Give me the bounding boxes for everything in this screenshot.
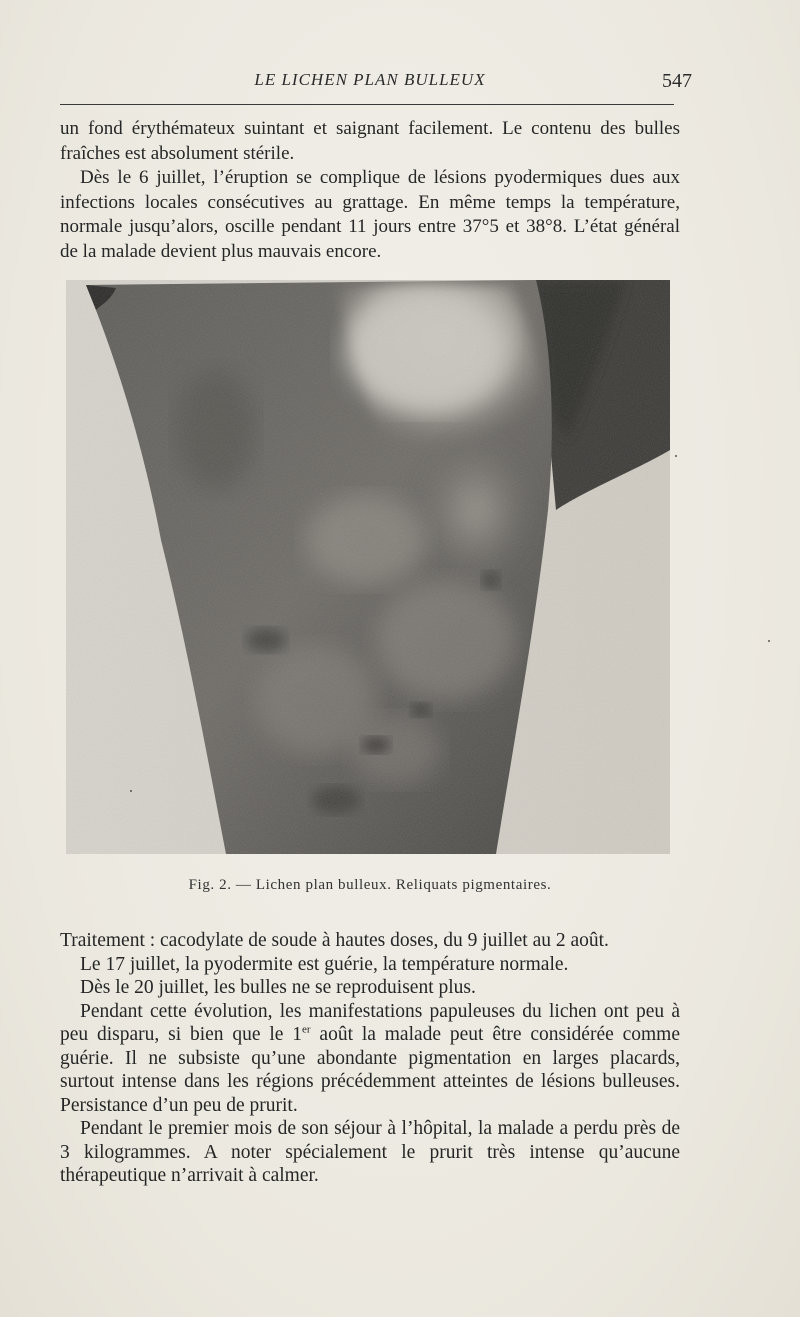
running-title: LE LICHEN PLAN BULLEUX bbox=[254, 70, 486, 89]
paragraph-evolution bbox=[60, 1000, 680, 1118]
print-speck bbox=[675, 455, 677, 457]
print-speck bbox=[768, 640, 770, 642]
paragraph-hospital: Pendant le premier mois de son séjour à l’hôpital, la malade a perdu près de 3 kilogrammes. A noter spécialement le prurit très intense qu’aucune thérapeutique n’arrivait à calmer. bbox=[60, 1118, 680, 1186]
top-text-block bbox=[60, 117, 680, 264]
superscript-er: er bbox=[302, 1023, 311, 1036]
paragraph-bulles: Dès le 20 juillet, les bulles ne se reproduisent plus. bbox=[80, 977, 476, 998]
paragraph-eruption: Dès le 6 juillet, l’éruption se complique de lésions pyodermiques dues aux infections locales consécutives au grattage. En même temps la température, normale jusqu’alors, oscille pendant 11 jours entre 37°5 et 38°8. L’état général de la malade devient plus mauvais encore. bbox=[60, 167, 680, 262]
bottom-text-block bbox=[60, 929, 680, 1188]
print-speck bbox=[130, 790, 132, 792]
evolution-text-start: Pendant cette évolution, les manifestations papuleuses du lichen ont peu à peu disparu, si bien que le 1 bbox=[60, 1000, 680, 1045]
evolution-text-end: août la malade peut être considérée comme guérie. Il ne subsiste qu’une abondante pigmentation en larges placards, surtout intense dans les régions précédemment atteintes de lésions bulleuses. Persistance d’un peu de prurit. bbox=[60, 1024, 680, 1116]
paragraph-continuation: un fond érythémateux suintant et saignant facilement. Le contenu des bulles fraîches est absolument stérile. bbox=[60, 118, 680, 164]
paragraph-treatment: Traitement : cacodylate de soude à hautes doses, du 9 juillet au 2 août. bbox=[60, 930, 609, 951]
page-header bbox=[60, 66, 692, 96]
figure-photograph bbox=[66, 280, 670, 854]
figure-caption: Fig. 2. — Lichen plan bulleux. Reliquats pigmentaires. bbox=[188, 877, 552, 893]
page-number: 547 bbox=[662, 70, 692, 92]
photo-lichen-thigh bbox=[66, 280, 670, 854]
header-rule bbox=[60, 104, 674, 105]
paragraph-pyodermite: Le 17 juillet, la pyodermite est guérie, la température normale. bbox=[80, 953, 569, 975]
